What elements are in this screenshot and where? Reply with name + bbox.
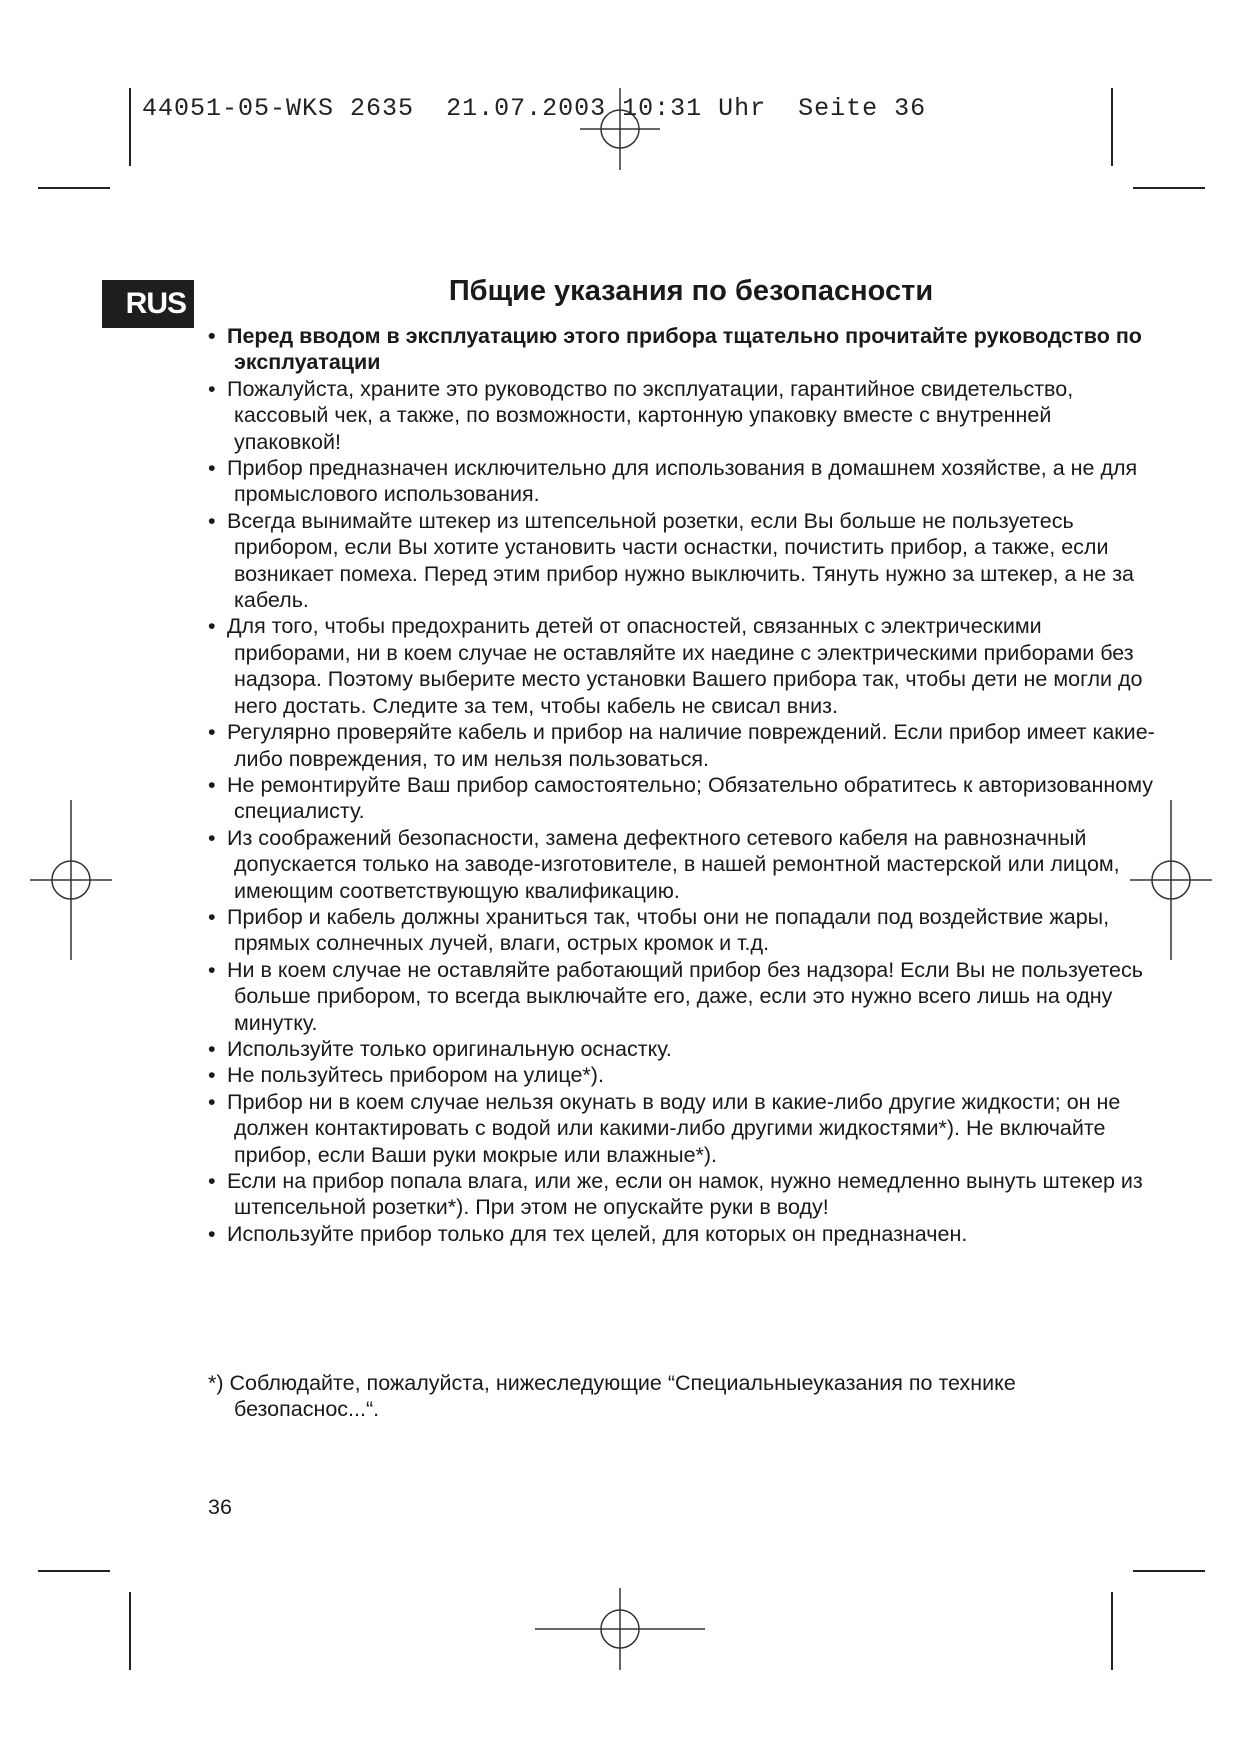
bullet-icon: • — [208, 720, 216, 745]
list-item — [208, 455, 1158, 508]
list-item-text: Не пользуйтесь прибором на улице*). — [227, 1063, 604, 1088]
crop-mark-bottom-right-vertical — [1111, 1592, 1113, 1670]
list-item-text: Перед вводом в эксплуатацию этого прибора тщательно прочитайте руководство по эксплуатации — [227, 324, 1142, 375]
list-item — [208, 772, 1158, 825]
crop-mark-bottom-left-horizontal — [38, 1570, 110, 1572]
list-item — [208, 1221, 1158, 1247]
crop-mark-top-left-horizontal — [38, 187, 110, 189]
list-item — [208, 1036, 1158, 1062]
list-item — [208, 957, 1158, 1036]
bullet-icon: • — [208, 904, 216, 929]
slug-page: Seite 36 — [798, 94, 927, 123]
language-tab: RUS — [102, 280, 194, 328]
crop-mark-bottom-right-horizontal — [1133, 1570, 1205, 1572]
list-item-text: Всегда вынимайте штекер из штепсельной розетки, если Вы больше не пользуетесь прибором, если Вы хотите установить части оснастки, почистить прибор, а также, если возникает помеха. Перед этим прибор нужно выключить. Тянуть нужно за штекер, а не за кабель. — [227, 508, 1135, 613]
crop-mark-top-right-horizontal — [1133, 187, 1205, 189]
page-title: Пбщие указания по безопасности — [448, 275, 934, 307]
list-item-text: Пожалуйста, храните это руководство по эксплуатации, гарантийное свидетельство, кассовый чек, а также, по возможности, картонную упаковку вместе с внутренней упаковкой! — [227, 376, 1074, 454]
safety-instructions-list — [208, 323, 1158, 1247]
registration-mark-left — [30, 800, 112, 960]
bullet-icon: • — [208, 957, 216, 982]
list-item-text: Регулярно проверяйте кабель и прибор на наличие повреждений. Если прибор имеет какие-либо повреждения, то им нельзя пользоваться. — [227, 720, 1155, 771]
bullet-icon: • — [208, 614, 216, 639]
print-slug — [142, 94, 926, 123]
bullet-icon: • — [208, 376, 216, 401]
list-item — [208, 825, 1158, 904]
bullet-icon: • — [208, 772, 216, 797]
list-item-text: Ни в коем случае не оставляйте работающий прибор без надзора! Если Вы не пользуетесь больше прибором, то всегда выключайте его, даже, если это нужно всего лишь на одну минутку. — [227, 957, 1143, 1035]
page-number: 36 — [208, 1495, 232, 1519]
list-item-text: Прибор и кабель должны храниться так, чтобы они не попадали под воздействие жары, прямых солнечных лучей, влаги, острых кромок и т.д. — [227, 904, 1110, 956]
list-item — [208, 508, 1158, 614]
bullet-icon: • — [208, 508, 216, 533]
slug-date: 21.07.2003 — [446, 94, 607, 123]
bullet-icon: • — [208, 1089, 216, 1114]
bullet-icon: • — [208, 1221, 216, 1246]
list-item-text: Из соображений безопасности, замена дефектного сетевого кабеля на равнозначный допускается только на заводе-изготовителе, в нашей ремонтной мастерской или лицом, имеющим соответствующую квалификацию. — [227, 825, 1120, 903]
list-item — [208, 1062, 1158, 1088]
list-item-text: Не ремонтируйте Ваш прибор самостоятельно; Обязательно обратитесь к авторизованному специалисту. — [227, 772, 1153, 824]
list-item — [208, 1089, 1158, 1168]
list-item — [208, 719, 1158, 772]
crop-mark-top-left-vertical — [129, 88, 131, 166]
list-item-text: Если на прибор попала влага, или же, если он намок, нужно немедленно вынуть штекер из штепсельной розетки*). При этом не опускайте руки в воду! — [227, 1169, 1143, 1220]
bullet-icon: • — [208, 324, 216, 348]
slug-time: 10:31 Uhr — [622, 94, 767, 123]
bullet-icon: • — [208, 825, 216, 850]
list-item — [208, 323, 1158, 376]
bullet-icon: • — [208, 456, 216, 481]
list-item — [208, 904, 1158, 957]
list-item — [208, 1168, 1158, 1221]
crop-mark-bottom-left-vertical — [129, 1592, 131, 1670]
footnote: *) Соблюдайте, пожалуйста, нижеследующие “Специальныеуказания по технике безопаснос...“. — [208, 1371, 1016, 1422]
bullet-icon: • — [208, 1169, 216, 1193]
crop-mark-top-right-vertical — [1111, 88, 1113, 166]
list-item-text: Прибор ни в коем случае нельзя окунать в воду или в какие-либо другие жидкости; он не должен контактировать с водой или какими-либо другими жидкостями*). Не включайте прибор, если Ваши руки мокрые или влажные*). — [227, 1089, 1121, 1167]
list-item-text: Для того, чтобы предохранить детей от опасностей, связанных с электрическими приборами, ни в коем случае не оставляйте их наедине с электрическими приборами без надзора. Поэтому выберите место установки Вашего прибора так, чтобы дети не могли до него достать. Следите за тем, чтобы кабель не свисал вниз. — [227, 614, 1143, 718]
list-item-text: Используйте только оригинальную оснастку. — [227, 1036, 672, 1061]
list-item — [208, 376, 1158, 455]
list-item-text: Используйте прибор только для тех целей, для которых он предназначен. — [227, 1221, 968, 1246]
list-item — [208, 613, 1158, 719]
bullet-icon: • — [208, 1063, 216, 1088]
bullet-icon: • — [208, 1036, 216, 1061]
slug-job: 44051-05-WKS 2635 — [142, 94, 415, 123]
registration-mark-bottom — [535, 1588, 705, 1670]
list-item-text: Прибор предназначен исключительно для использования в домашнем хозяйстве, а не для промыслового использования. — [227, 456, 1138, 507]
